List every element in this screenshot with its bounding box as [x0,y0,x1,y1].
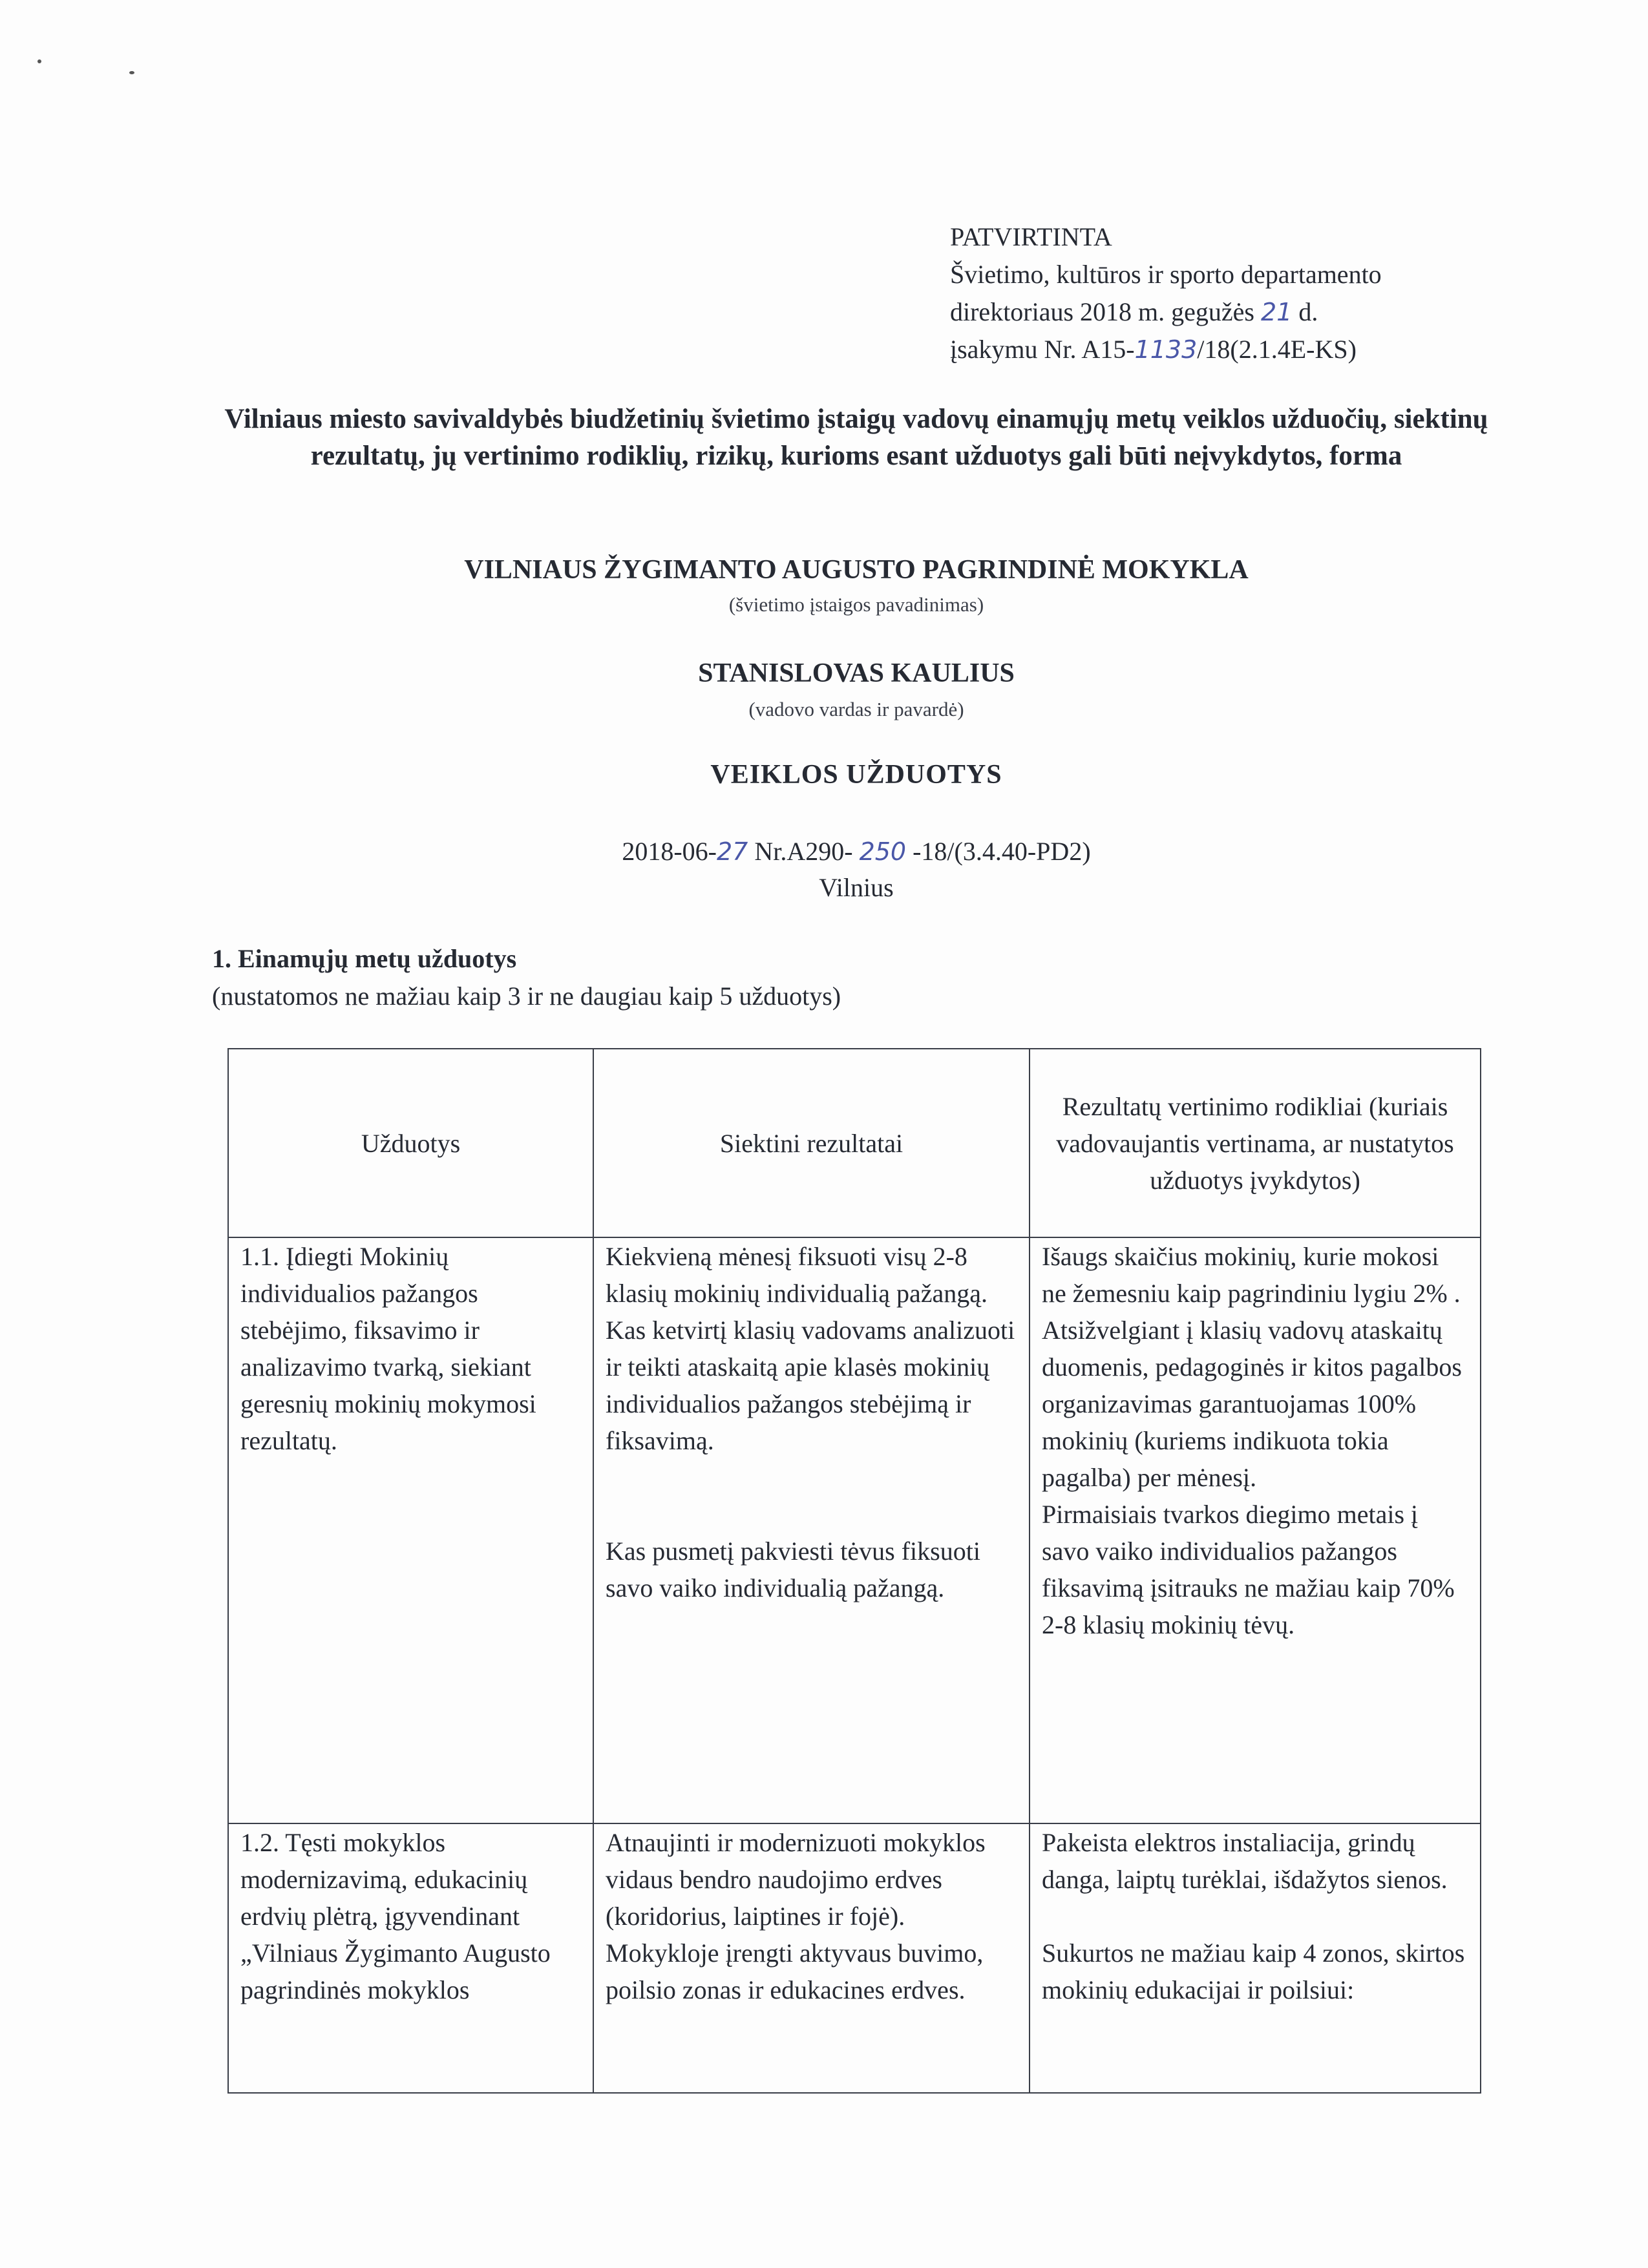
doc-number-suffix: -18/(3.4.40-PD2) [913,837,1091,866]
approval-date-line [950,293,1382,331]
approval-block [950,218,1382,368]
result-item: Kas ketvirtį klasių vadovams analizuoti ir teikti ataskaitą apie klasės mokinių individualios pažangos stebėjimą ir fiksavimą. [606,1316,1015,1455]
indicator-item: Sukurtos ne mažiau kaip 4 zonos, skirtos mokinių edukacijai ir poilsiui: [1042,1938,1465,2004]
section-subtitle: VEIKLOS UŽDUOTYS [710,760,1002,790]
approval-order-line [950,331,1382,368]
indicator-item: Pakeista elektros instaliacija, grindų danga, laiptų turėklai, išdažytos sienos. [1042,1828,1448,1894]
handwritten-day: 21 [1261,298,1293,326]
approval-heading: PATVIRTINTA [950,222,1112,251]
approval-department: Švietimo, kultūros ir sporto departamento [950,260,1382,289]
result-item: Mokykloje įrengti aktyvaus buvimo, poilsio zonas ir edukacines erdves. [606,1938,984,2004]
result-item: Kas pusmetį pakviesti tėvus fiksuoti savo vaiko individualią pažangą. [606,1537,980,1602]
document-place: Vilnius [819,873,894,902]
result-item: Kiekvieną mėnesį fiksuoti visų 2-8 klasių mokinių individualią pažangą. [606,1242,988,1308]
scan-speck [37,59,41,63]
document-reference [213,834,1499,906]
indicators-cell [1030,1823,1481,2093]
handwritten-doc-number: 250 [859,837,907,866]
table-header-row [228,1049,1481,1237]
task-cell: 1.1. Įdiegti Mokinių individualios pažangos stebėjimo, fiksavimo ir analizavimo tvarką, siekiant geresnių mokinių mokymosi rezultatų. [228,1237,593,1823]
column-header-tasks: Užduotys [228,1049,593,1237]
results-cell [593,1823,1030,2093]
institution-name: VILNIAUS ŽYGIMANTO AUGUSTO PAGRINDINĖ MOKYKLA [464,555,1249,585]
doc-date-prefix: 2018-06- [622,837,717,866]
indicator-item: Išaugs skaičius mokinių, kurie mokosi ne žemesniu kaip pagrindiniu lygiu 2% . [1042,1242,1461,1308]
institution-caption: (švietimo įstaigos pavadinimas) [728,593,984,616]
section-1 [212,940,841,1015]
column-header-results: Siektini rezultatai [593,1049,1030,1237]
form-title: Vilniaus miesto savivaldybės biudžetinių švietimo įstaigų vadovų einamųjų metų veiklos užduočių, siektinų rezultatų, jų vertinimo rodiklių, rizikų, kurioms esant užduotys gali būti neįvykdytos, forma [224,404,1488,471]
head-name: STANISLOVAS KAULIUS [698,658,1015,688]
approval-date-suffix: d. [1298,297,1318,326]
column-header-indicators: Rezultatų vertinimo rodikliai (kuriais vadovaujantis vertinama, ar nustatytos užduotys įvykdytos) [1030,1049,1481,1237]
approval-order-text: įsakymu Nr. A15- [950,335,1135,364]
scan-speck [129,71,134,74]
section-heading: 1. Einamųjų metų užduotys [212,944,517,973]
result-item: Atnaujinti ir modernizuoti mokyklos vidaus bendro naudojimo erdves (koridorius, laiptines ir fojė). [606,1828,986,1931]
doc-number-prefix: Nr.A290- [754,837,853,866]
handwritten-doc-day: 27 [717,837,748,866]
handwritten-order-number: 1133 [1134,335,1198,364]
head-caption: (vadovo vardas ir pavardė) [748,698,964,720]
document-number-line [213,834,1499,870]
results-cell [593,1237,1030,1823]
indicators-cell [1030,1237,1481,1823]
tasks-table [227,1048,1481,2094]
indicator-item: Pirmaisiais tvarkos diegimo metais į savo vaiko individualios pažangos fiksavimą įsitrauks ne mažiau kaip 70% 2-8 klasių mokinių tėvų. [1042,1500,1455,1639]
approval-order-suffix: /18(2.1.4E-KS) [1197,335,1357,364]
indicator-item: Atsižvelgiant į klasių vadovų ataskaitų duomenis, pedagoginės ir kitos pagalbos organizavimas garantuojamas 100% mokinių (kuriems indikuota tokia pagalba) per mėnesį. [1042,1316,1462,1492]
task-cell: 1.2. Tęsti mokyklos modernizavimą, edukacinių erdvių plėtrą, įgyvendinant „Vilniaus Žygimanto Augusto pagrindinės mokyklos [228,1823,593,2093]
approval-date-text: direktoriaus 2018 m. gegužės [950,297,1254,326]
table-row [228,1823,1481,2093]
table-row [228,1237,1481,1823]
section-note: (nustatomos ne mažiau kaip 3 ir ne daugiau kaip 5 užduotys) [212,982,841,1011]
